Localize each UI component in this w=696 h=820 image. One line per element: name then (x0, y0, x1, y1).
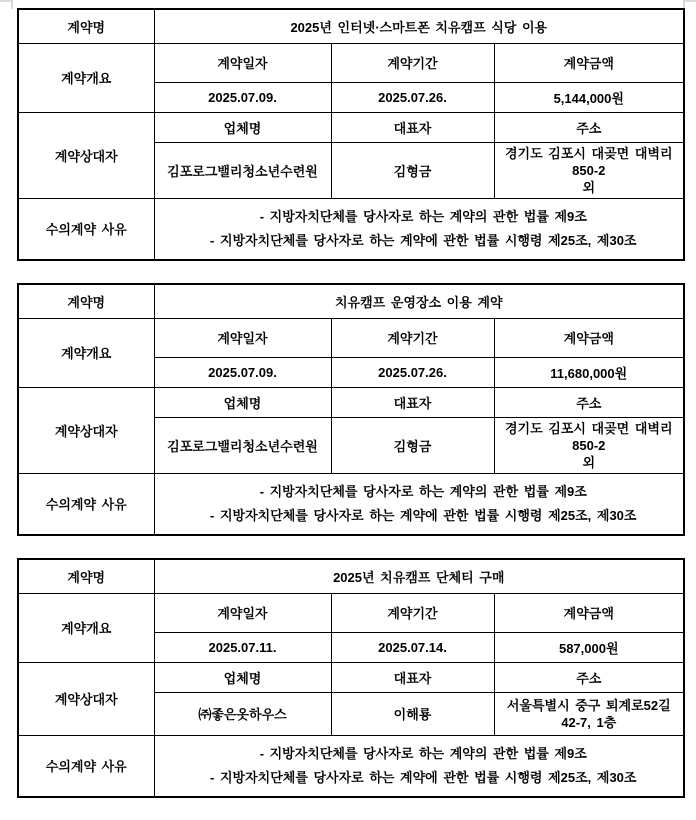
address-value (494, 417, 684, 473)
contract-date-value: 2025.07.09. (154, 82, 331, 112)
contract-amount-label: 계약금액 (494, 318, 684, 357)
overview-header-row (18, 593, 684, 632)
contract-period-label: 계약기간 (331, 43, 494, 82)
document-page (17, 8, 683, 820)
contract-date-label: 계약일자 (154, 43, 331, 82)
page-corner-mark-left (0, 0, 13, 9)
contract-overview-label: 계약개요 (18, 43, 154, 112)
party-header-row (18, 662, 684, 692)
contract-amount-label: 계약금액 (494, 593, 684, 632)
contract-date-label: 계약일자 (154, 318, 331, 357)
company-name-value: 김포로그밸리청소년수련원 (154, 142, 331, 198)
company-name-value: ㈜좋은옷하우스 (154, 692, 331, 735)
contract-amount-value: 11,680,000원 (494, 357, 684, 387)
reason-row (18, 198, 684, 260)
reason-line: - 지방자치단체를 당사자로 하는 계약에 관한 법률 시행령 제25조, 제30조 (210, 507, 637, 523)
contract-title: 2025년 치유캠프 단체티 구매 (154, 559, 684, 593)
reason-line: - 지방자치단체를 당사자로 하는 계약의 관한 법률 제9조 (259, 208, 587, 224)
contract-amount-value: 5,144,000원 (494, 82, 684, 112)
overview-header-row (18, 43, 684, 82)
contract-period-value: 2025.07.26. (331, 357, 494, 387)
contract-amount-label: 계약금액 (494, 43, 684, 82)
contract-table-3 (17, 558, 685, 798)
reason-row (18, 473, 684, 535)
reason-line: - 지방자치단체를 당사자로 하는 계약에 관한 법률 시행령 제25조, 제30조 (210, 232, 637, 248)
representative-label: 대표자 (331, 662, 494, 692)
company-name-label: 업체명 (154, 112, 331, 142)
contract-table-1 (17, 8, 685, 261)
party-header-row (18, 112, 684, 142)
reason-line: - 지방자치단체를 당사자로 하는 계약의 관한 법률 제9조 (259, 483, 587, 499)
contract-amount-value: 587,000원 (494, 632, 684, 662)
contract-table-2 (17, 283, 685, 536)
contract-period-label: 계약기간 (331, 593, 494, 632)
contract-name-label: 계약명 (18, 559, 154, 593)
contract-title: 2025년 인터넷·스마트폰 치유캠프 식당 이용 (154, 9, 684, 43)
address-line: 경기도 김포시 대곶면 대벽리 850-2 (504, 420, 673, 453)
address-label: 주소 (494, 387, 684, 417)
contract-name-label: 계약명 (18, 9, 154, 43)
representative-label: 대표자 (331, 387, 494, 417)
company-name-label: 업체명 (154, 662, 331, 692)
contract-overview-label: 계약개요 (18, 593, 154, 662)
private-contract-reason-value (154, 198, 684, 260)
address-line: 외 (582, 454, 596, 470)
private-contract-reason-label: 수의계약 사유 (18, 735, 154, 797)
company-name-value: 김포로그밸리청소년수련원 (154, 417, 331, 473)
contract-overview-label: 계약개요 (18, 318, 154, 387)
private-contract-reason-value (154, 473, 684, 535)
company-name-label: 업체명 (154, 387, 331, 417)
reason-line: - 지방자치단체를 당사자로 하는 계약의 관한 법률 제9조 (259, 745, 587, 761)
contract-name-label: 계약명 (18, 284, 154, 318)
representative-value: 김형금 (331, 417, 494, 473)
contract-name-row (18, 559, 684, 593)
private-contract-reason-label: 수의계약 사유 (18, 473, 154, 535)
contract-date-label: 계약일자 (154, 593, 331, 632)
contract-date-value: 2025.07.11. (154, 632, 331, 662)
reason-line: - 지방자치단체를 당사자로 하는 계약에 관한 법률 시행령 제25조, 제30조 (210, 769, 637, 785)
address-value (494, 692, 684, 735)
representative-label: 대표자 (331, 112, 494, 142)
contract-period-label: 계약기간 (331, 318, 494, 357)
contract-name-row (18, 9, 684, 43)
address-line: 서울특별시 중구 퇴계로52길 42-7, 1층 (506, 697, 671, 730)
party-header-row (18, 387, 684, 417)
address-label: 주소 (494, 112, 684, 142)
address-label: 주소 (494, 662, 684, 692)
address-line: 경기도 김포시 대곶면 대벽리 850-2 (504, 145, 673, 178)
contract-party-label: 계약상대자 (18, 662, 154, 735)
representative-value: 김형금 (331, 142, 494, 198)
contract-period-value: 2025.07.26. (331, 82, 494, 112)
contract-date-value: 2025.07.09. (154, 357, 331, 387)
contract-party-label: 계약상대자 (18, 387, 154, 473)
contract-name-row (18, 284, 684, 318)
contract-title: 치유캠프 운영장소 이용 계약 (154, 284, 684, 318)
address-line: 외 (582, 179, 596, 195)
contract-period-value: 2025.07.14. (331, 632, 494, 662)
address-value (494, 142, 684, 198)
overview-header-row (18, 318, 684, 357)
representative-value: 이해룡 (331, 692, 494, 735)
private-contract-reason-label: 수의계약 사유 (18, 198, 154, 260)
contract-party-label: 계약상대자 (18, 112, 154, 198)
